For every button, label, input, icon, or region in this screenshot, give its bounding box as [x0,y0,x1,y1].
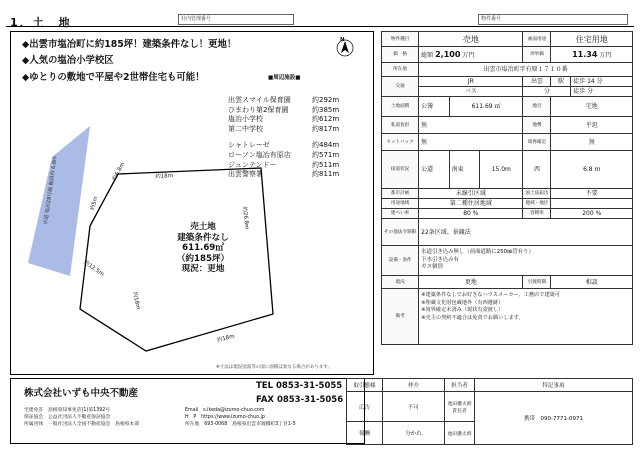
facility-item: ジュンテンドー 約511m [228,160,340,169]
responsible-person: 池田優太朗 [445,422,475,445]
property-usage: 住宅用地 [551,32,633,47]
land-category: 宅地 [551,97,633,117]
city-plan: 未線引区域 [419,189,523,199]
dimension-label: 約26.8m [241,206,250,230]
other-restrictions: 22条区域、景観法 [419,219,633,246]
property-info-table: 物件種目 売地 画面用途 住宅用地 価 格 総額 2,100 万円 坪単価 11.34 万円 所在地 出雲市塩冶町字有原１７１０番 交通 JR 出雲 駅 徒歩 14 分 バス 分 徒歩 分 土地面積 公簿 611.69 ㎡ 地目 宅地 私道負担 無 地勢 平坦 セットバック 無 境界確定 無 接道状況 公道 南東 15.0m 西 6.8 m 都市計画 未線引区域 国土法届出 不要 用途地域 第二種住居地域 地域・地区 建ぺい率 80 % 容積率 200 % その他法令制限 22条区域、景観法 設備・条件 水道引き込み無し（前面道路に250㎜管有り） 下水引き込み有 ガス個別 現況 更地 引渡時期 相談 備考 ※建築条件なしでお好きなハウスメーカー、工務店で建築可 ※埋蔵文化財包蔵地外（有西遺跡） ※境界確定未済み（現状有姿渡し） ※売主の契約不適合は免責でお願いします。 [381,31,633,345]
dimension-label: 約18m [216,333,236,344]
header-rule [6,26,634,27]
facility-item: シャトレーゼ 約484m [228,141,340,150]
bus: バス [419,87,523,97]
company-name: 株式会社いずも中央不動産 [24,388,139,399]
handover: 相談 [551,276,633,289]
walk-time: 徒歩 14 分 [571,77,633,87]
mgmt-number-box: 社内管理番号 [178,14,294,25]
road-band [28,126,90,276]
boundary-status: 無 [551,134,633,151]
road-direction-2: 西 [523,151,551,189]
dimension-label: 約5m [89,195,100,212]
facility-item: 出雲スマイル保育園 約292m [228,96,340,104]
mobile-number: 携帯 090-7771-0971 [475,392,633,445]
property-type: 売地 [419,32,523,47]
road-width: 15.0m [480,151,523,189]
company-licenses: 宅建免許 島根県知事免許(1)第1392号 保証協会 公益社団法人不動産保証協会 所属団体 一般社団法人全国不動産協会 島根県本部 [24,408,140,427]
lot-summary: 売土地 建築条件なし 611.69㎡ （約185坪） 現況：更地 [176,222,230,275]
transaction-table: 取引態様 仲介 担当者 特記事項 広告 不可 池田優太朗 責任者 携帯 090-7771-0971 報酬 分かれ 池田優太朗 [346,378,633,445]
facility-item: ひまわり第2保育園 約385m [228,105,340,114]
property-number-box: 物件番号 [478,14,628,25]
current-status: 更地 [419,276,523,289]
land-area: 611.69 ㎡ [449,97,523,117]
deal-type: 仲介 [383,379,445,392]
commission: 分かれ [383,422,445,445]
facility-list [228,96,374,180]
facility-item: 塩冶小学校 約612m [228,115,340,124]
headline-3: ◆ゆとりの敷地で平屋や2世帯住宅も可能！ [22,72,205,83]
facility-item: 第二中学校 約817m [228,124,340,133]
road-label: 市道 塩冶28号線 幅員約 6.8m [42,155,59,225]
road-width-2: 6.8 m [551,151,633,189]
location: 出雲市塩冶町字有原１７１０番 [419,63,633,77]
map-disclaimer: ※寸法は現況図面等の図に面積は異なる場合があります。 [216,365,332,370]
utilities: 水道引き込み無し（前面道路に250㎜管有り） 下水引き込み有 ガス個別 [419,246,633,276]
facility-item: ローソン塩冶有原店 約571m [228,150,340,159]
land-law: 不要 [551,189,633,199]
company-phone: TEL 0853-31-5055 [256,381,343,391]
train-line: JR [419,77,523,87]
dimension-label: 約18m [155,173,174,180]
zoning: 第二種住居地域 [419,199,523,209]
company-website[interactable]: H P https://www.izumo-chuo.jp [185,415,265,420]
company-email[interactable]: Email s.ikeda@izumo-chuo.com [185,408,265,413]
building-coverage: 80 % [419,209,523,219]
company-fax: FAX 0853-31-5056 [256,395,344,405]
unit-price: 11.34 万円 [551,47,633,63]
floor-area-ratio: 200 % [551,209,633,219]
dimension-label: 約18m [131,291,141,311]
ad-permission: 不可 [383,392,445,422]
facility-item: 出雲警察署 約811m [228,170,340,179]
dimension-label: 約12.5m [82,259,105,278]
terrain: 平坦 [551,117,633,134]
site-plan-drawing [10,31,374,375]
road-direction: 南東 [449,151,479,189]
price: 総額 2,100 万円 [419,47,523,63]
north-label: N [340,37,345,43]
remarks: ※建築条件なしでお好きなハウスメーカー、工務店で建築可 ※埋蔵文化財包蔵地外（有西遺跡） ※境界確定未済み（現状有姿渡し） ※売主の契約不適合は免責でお願いします。 [419,289,633,345]
station: 出雲 [523,77,551,87]
company-contact [185,407,296,428]
page-title: 1．土 地 [10,16,72,29]
headline-1: ◆出雲市塩冶町に約185坪！建築条件なし！更地！ [22,39,237,50]
dimension-label: 約6.8m [111,161,127,182]
company-address: 所在地 693-0068 島根県出雲市渡橋町3丁目1-5 [185,422,296,427]
contact-person: 池田優太朗 責任者 [445,392,475,422]
nearby-title: ■周辺施設■ [268,75,301,81]
headline-2: ◆人気の塩冶小学校区 [22,55,114,66]
